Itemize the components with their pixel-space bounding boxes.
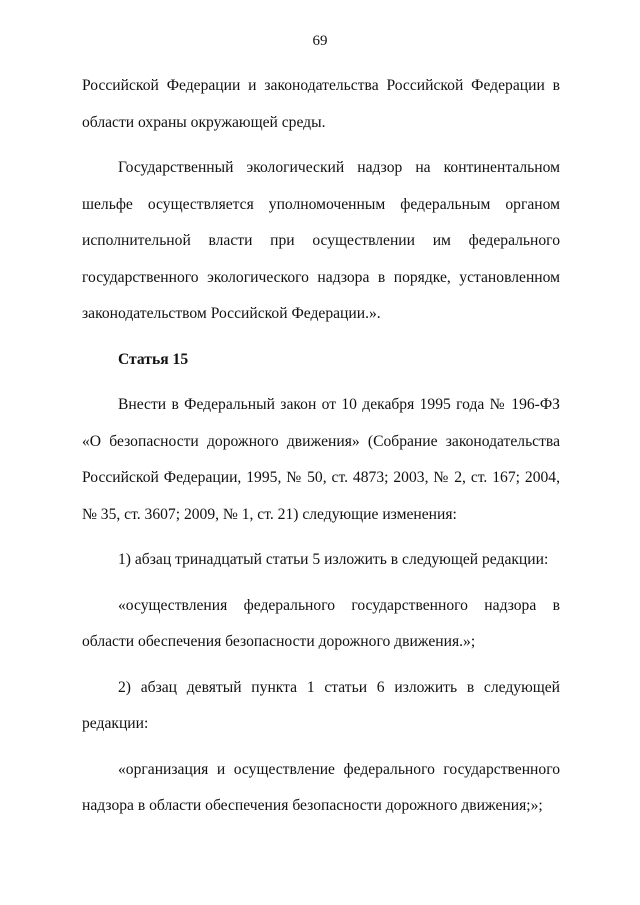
paragraph-gap: [82, 378, 560, 387]
paragraph-gap: [82, 141, 560, 150]
paragraph-gap: [82, 661, 560, 670]
document-body: [82, 68, 560, 825]
paragraph-gap: [82, 743, 560, 752]
paragraph-continuation: Российской Федерации и законодательства Российской Федерации в области охраны окружающей среды.: [82, 77, 560, 131]
paragraph-gap: [82, 579, 560, 588]
paragraph-item-1: 1) абзац тринадцатый статьи 5 изложить в следующей редакции:: [118, 551, 549, 568]
paragraph-gap: [82, 333, 560, 342]
paragraph-amendment-intro: Внести в Федеральный закон от 10 декабря 1995 года № 196-ФЗ «О безопасности дорожного движения» (Собрание законодательства Российской Федерации, 1995, № 50, ст. 4873; 2003, № 2, ст. 167; 2004, № 35, ст. 3607; 2009, № 1, ст. 21) следующие изменения:: [82, 396, 560, 523]
page-number: 69: [312, 33, 328, 49]
paragraph-item-1-text: «осуществления федерального государственного надзора в области обеспечения безопасности дорожного движения.»;: [82, 596, 560, 650]
paragraph-gap: [82, 533, 560, 542]
paragraph-environmental-supervision: Государственный экологический надзор на континентальном шельфе осуществляется уполномоченным федеральным органом исполнительной власти при осуществлении им федерального государственного экологического надзора в порядке, установленном законодательством Российской Федерации.».: [82, 159, 560, 322]
paragraph-item-2-text: «организация и осуществление федерального государственного надзора в области обеспечения безопасности дорожного движения;»;: [82, 760, 560, 814]
paragraph-item-2: 2) абзац девятый пункта 1 статьи 6 изложить в следующей редакции:: [82, 678, 560, 732]
article-heading: Статья 15: [118, 350, 189, 368]
